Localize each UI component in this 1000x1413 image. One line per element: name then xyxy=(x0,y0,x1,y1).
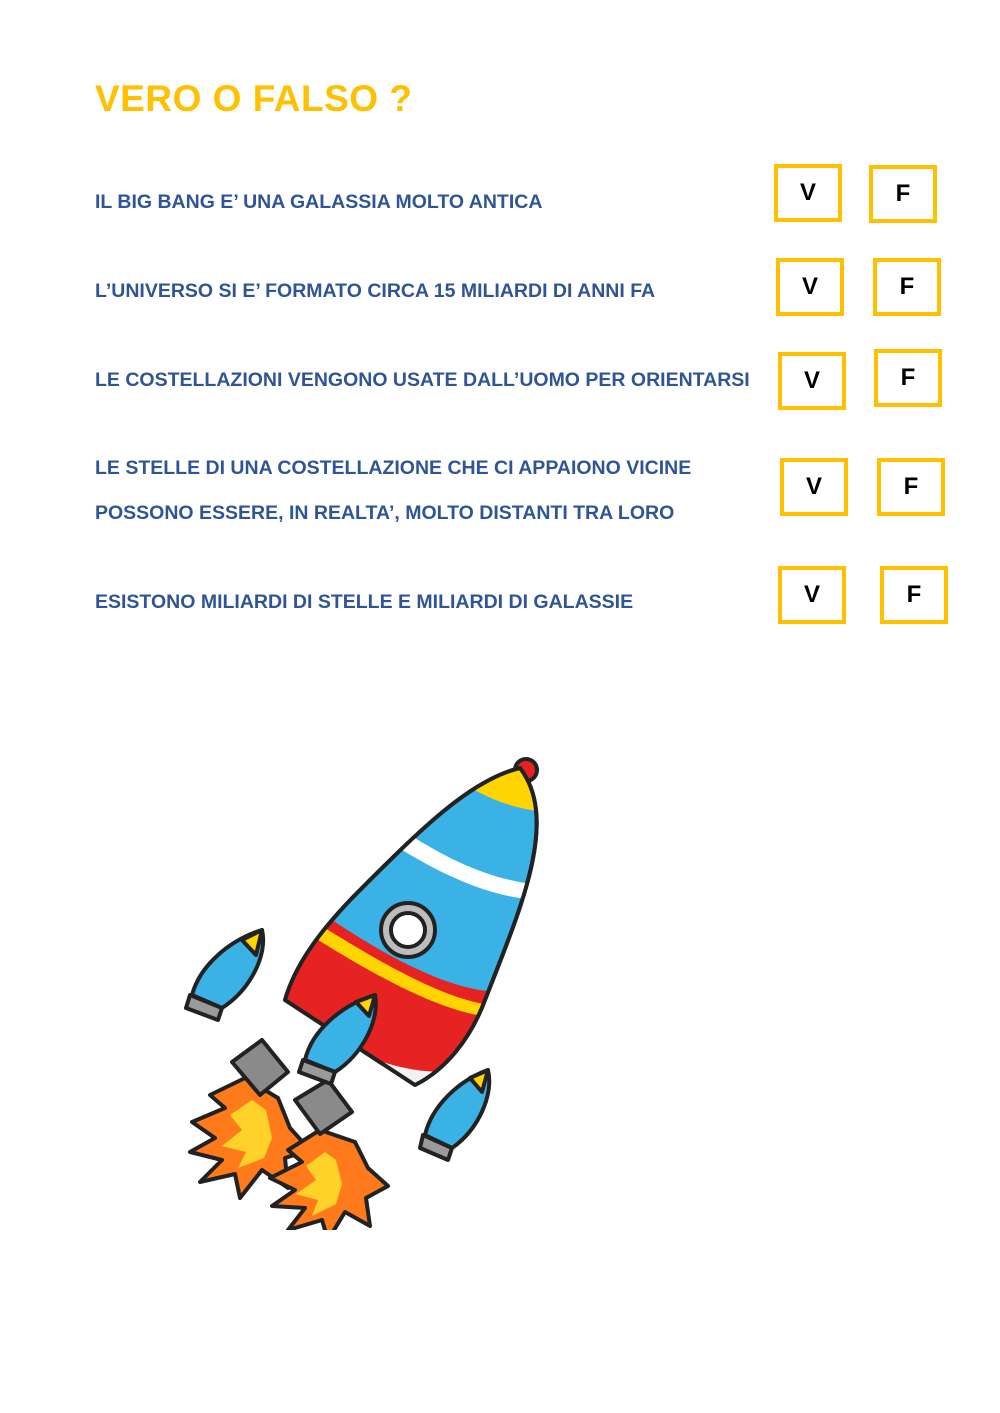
false-box-3[interactable]: F xyxy=(874,349,942,407)
statement-1: IL BIG BANG E’ UNA GALASSIA MOLTO ANTICA xyxy=(95,191,543,213)
true-box-2[interactable]: V xyxy=(776,258,844,316)
false-box-1[interactable]: F xyxy=(869,165,937,223)
statement-4-line-1: LE STELLE DI UNA COSTELLAZIONE CHE CI APPAIONO VICINE xyxy=(95,457,692,479)
page-title: VERO O FALSO ? xyxy=(95,78,413,119)
statement-3: LE COSTELLAZIONI VENGONO USATE DALL’UOMO PER ORIENTARSI xyxy=(95,369,750,391)
false-box-2[interactable]: F xyxy=(873,258,941,316)
true-box-4[interactable]: V xyxy=(780,458,848,516)
statement-4-line-2: POSSONO ESSERE, IN REALTA’, MOLTO DISTANTI TRA LORO xyxy=(95,502,675,524)
rocket-icon xyxy=(170,750,570,1230)
statement-5: ESISTONO MILIARDI DI STELLE E MILIARDI DI GALASSIE xyxy=(95,591,634,613)
statement-2: L’UNIVERSO SI E’ FORMATO CIRCA 15 MILIARDI DI ANNI FA xyxy=(95,280,656,302)
true-box-1[interactable]: V xyxy=(774,164,842,222)
false-box-5[interactable]: F xyxy=(880,566,948,624)
false-box-4[interactable]: F xyxy=(877,458,945,516)
true-box-3[interactable]: V xyxy=(778,352,846,410)
true-box-5[interactable]: V xyxy=(778,566,846,624)
